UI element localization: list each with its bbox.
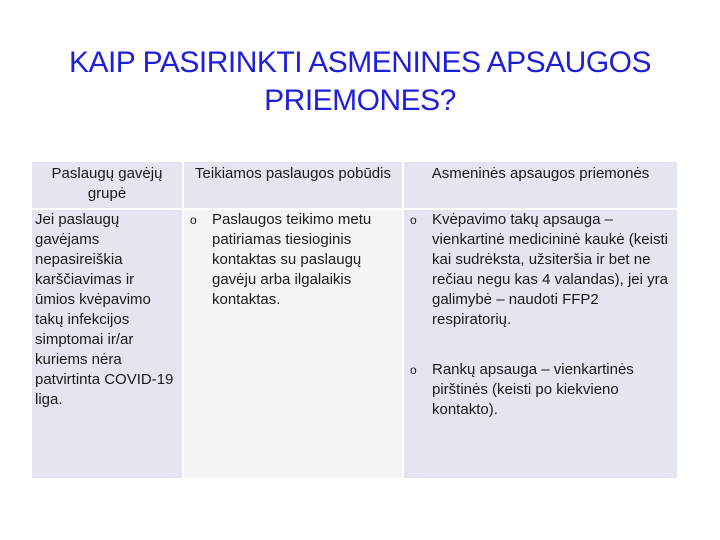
title-line-1: KAIP PASIRINKTI ASMENINES APSAUGOS — [68, 46, 652, 79]
list-item — [410, 210, 671, 330]
header-protection: Asmeninės apsaugos priemonės — [402, 162, 677, 208]
bullet-icon: o — [410, 213, 417, 227]
header-service: Teikiamos paslaugos pobūdis — [182, 162, 402, 208]
ppe-table — [32, 162, 677, 478]
header-group: Paslaugų gavėjų grupė — [32, 162, 182, 208]
protection-text-hands: Rankų apsauga – vienkartinės pirštinės (keisti po kiekvieno kontakto). — [432, 361, 634, 418]
title-line-2: PRIEMONES? — [264, 84, 456, 117]
group-description: Jei paslaugų gavėjams nepasireiškia karščiavimas ir ūmios kvėpavimo takų infekcijos simptomai ir/ar kuriems nėra patvirtinta COVID-19 liga. — [32, 208, 182, 478]
list-item — [190, 210, 396, 310]
protection-cell — [402, 208, 677, 478]
service-cell — [182, 208, 402, 478]
service-text: Paslaugos teikimo metu patiriamas tiesioginis kontaktas su paslaugų gavėju arba ilgalaikis kontaktas. — [212, 211, 372, 308]
bullet-icon: o — [410, 363, 417, 377]
list-item — [410, 360, 671, 420]
protection-text-respiratory: Kvėpavimo takų apsauga – vienkartinė medicininė kaukė (keisti kai sudrėksta, užsiteršia ir bet ne rečiau negu kas 4 valandas), jei yra galimybė – naudoti FFP2 respiratorių. — [432, 211, 668, 328]
bullet-icon: o — [190, 213, 197, 227]
page-title — [0, 44, 720, 120]
